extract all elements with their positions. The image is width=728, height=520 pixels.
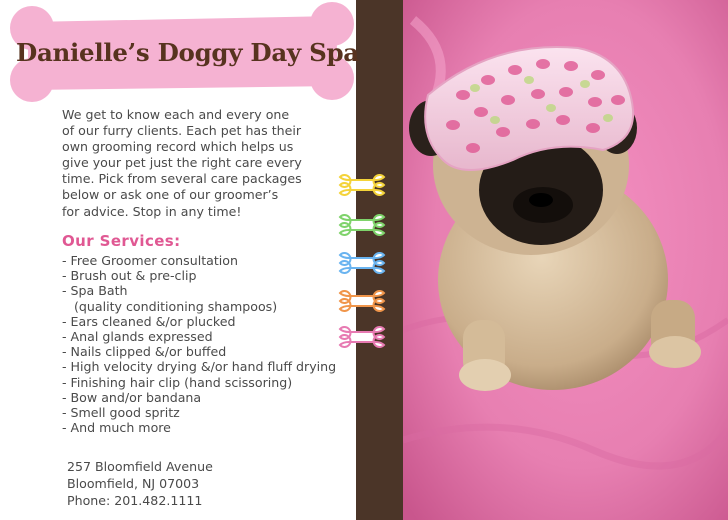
service-item: - Nails clipped &/or buffed [62,344,227,360]
service-item: - High velocity drying &/or hand fluff drying [62,359,337,375]
address-city: Bloomfield, NJ 07003 [67,476,200,491]
service-item: - Finishing hair clip (hand scissoring) [62,374,293,390]
service-item: - Spa Bath [62,283,128,299]
service-item: - Anal glands expressed [62,328,213,344]
page-title: Danielle’s Doggy Day Spa [16,38,359,67]
service-item: - Bow and/or bandana [62,389,202,405]
service-item: - Ears cleaned &/or plucked [62,313,236,329]
service-item: - And much more [62,420,171,436]
service-item: - Smell good spritz [62,404,180,420]
green-bone-icon [331,212,393,238]
intro-line: give your pet just the right care every [62,155,302,171]
intro-line: time. Pick from several care packages [62,171,302,187]
intro-line: own grooming record which helps us [62,139,294,155]
service-item: (quality conditioning shampoos) [62,298,278,314]
yellow-bone-icon [331,172,393,198]
service-item: - Free Groomer consultation [62,253,238,268]
intro-line: below or ask one of our groomer’s [62,187,279,203]
services-heading: Our Services: [62,232,181,250]
intro-line: for advice. Stop in any time! [62,203,242,219]
services-list [62,253,336,435]
address-street: 257 Bloomfield Avenue [67,459,213,474]
address-phone: Phone: 201.482.1111 [67,493,203,508]
title-banner [0,0,368,116]
intro-paragraph [62,107,302,220]
pug-photo [403,0,728,520]
address-block [67,458,213,509]
blue-bone-icon [331,250,393,276]
pink-bone-icon [331,324,393,350]
intro-line: of our furry clients. Each pet has their [62,123,302,139]
intro-line: We get to know each and every one [62,107,290,122]
service-item: - Brush out & pre-clip [62,268,197,284]
orange-bone-icon [331,288,393,314]
